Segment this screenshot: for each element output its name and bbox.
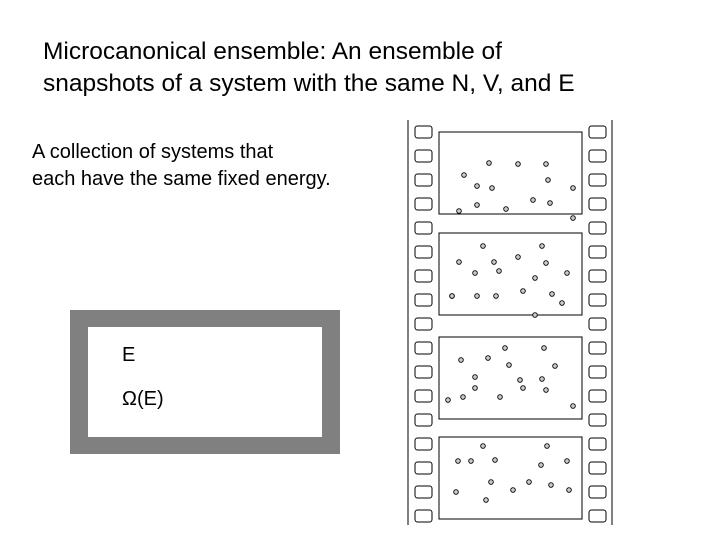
film-frame [439,337,582,419]
particle-dot [487,161,492,166]
particle-dot [548,201,553,206]
particle-dot [492,260,497,265]
particle-dot [544,388,549,393]
film-frame [439,233,582,317]
energy-box [70,310,340,454]
particle-dot [531,198,536,203]
sprocket-hole-right [589,174,606,186]
particle-dot [504,207,509,212]
sprocket-hole-left [415,366,432,378]
sprocket-hole-right [589,438,606,450]
particle-dot [511,488,516,493]
particle-dot [516,162,521,167]
particle-dot [560,301,565,306]
sprocket-hole-left [415,198,432,210]
particle-dot [518,378,523,383]
sprocket-hole-left [415,174,432,186]
particle-dot [497,269,502,274]
slide-title-line-1: Microcanonical ensemble: An ensemble of [43,38,502,65]
sprocket-hole-right [589,246,606,258]
particle-dot [473,386,478,391]
particle-dot [484,498,489,503]
film-frame [439,437,582,519]
particle-dot [533,276,538,281]
particle-dot [475,203,480,208]
sprocket-hole-right [589,198,606,210]
omega-label: Ω(E) [122,388,164,410]
sprocket-hole-right [589,390,606,402]
sprocket-hole-right [589,414,606,426]
sprocket-hole-right [589,318,606,330]
particle-dot [475,184,480,189]
particle-dot [454,490,459,495]
sprocket-hole-left [415,414,432,426]
particle-dot [567,488,572,493]
sprocket-hole-left [415,222,432,234]
particle-dot [553,364,558,369]
sprocket-hole-right [589,222,606,234]
particle-dot [571,186,576,191]
particle-dot [533,313,538,318]
particle-dot [473,375,478,380]
energy-label: E [122,344,136,366]
particle-dot [516,255,521,260]
slide-subtitle-line-2: each have the same fixed energy. [32,168,331,190]
sprocket-hole-left [415,342,432,354]
particle-dot [473,271,478,276]
film-frame-border [439,337,582,419]
particle-dot [546,178,551,183]
particle-dot [450,294,455,299]
sprocket-hole-left [415,246,432,258]
particle-dot [565,459,570,464]
particle-dot [469,459,474,464]
sprocket-hole-right [589,510,606,522]
sprocket-hole-left [415,438,432,450]
sprocket-hole-left [415,510,432,522]
particle-dot [481,244,486,249]
particle-dot [549,483,554,488]
particle-dot [540,244,545,249]
particle-dot [461,395,466,400]
particle-dot [481,444,486,449]
particle-dot [521,289,526,294]
film-frame-border [439,437,582,519]
particle-dot [493,458,498,463]
film-frame-border [439,132,582,214]
particle-dot [565,271,570,276]
particle-dot [545,444,550,449]
particle-dot [527,480,532,485]
sprocket-hole-left [415,462,432,474]
slide-title-line-2: snapshots of a system with the same N, V, and E [43,70,575,97]
particle-dot [489,480,494,485]
particle-dot [542,346,547,351]
film-strip-diagram [395,115,625,530]
film-frame [439,132,582,220]
particle-dot [494,294,499,299]
particle-dot [550,292,555,297]
particle-dot [486,356,491,361]
energy-box-inner [88,327,322,437]
particle-dot [459,358,464,363]
sprocket-hole-left [415,318,432,330]
sprocket-hole-right [589,486,606,498]
particle-dot [521,386,526,391]
particle-dot [462,173,467,178]
film-frames [439,132,582,519]
sprocket-hole-right [589,342,606,354]
sprocket-hole-right [589,126,606,138]
sprocket-hole-right [589,462,606,474]
sprocket-hole-right [589,150,606,162]
particle-dot [456,459,461,464]
sprocket-hole-left [415,126,432,138]
particle-dot [571,404,576,409]
particle-dot [457,209,462,214]
slide-subtitle [32,139,392,193]
particle-dot [540,377,545,382]
sprocket-hole-left [415,294,432,306]
particle-dot [498,395,503,400]
sprocket-hole-right [589,366,606,378]
particle-dot [446,398,451,403]
slide-title [43,36,683,100]
sprocket-hole-left [415,390,432,402]
particle-dot [490,186,495,191]
particle-dot [544,261,549,266]
sprocket-hole-right [589,294,606,306]
sprocket-hole-left [415,486,432,498]
particle-dot [539,463,544,468]
particle-dot [507,363,512,368]
particle-dot [475,294,480,299]
sprocket-hole-left [415,270,432,282]
slide-subtitle-line-1: A collection of systems that [32,141,274,163]
particle-dot [571,216,576,221]
sprocket-hole-left [415,150,432,162]
sprocket-hole-right [589,270,606,282]
particle-dot [544,162,549,167]
particle-dot [457,260,462,265]
particle-dot [503,346,508,351]
